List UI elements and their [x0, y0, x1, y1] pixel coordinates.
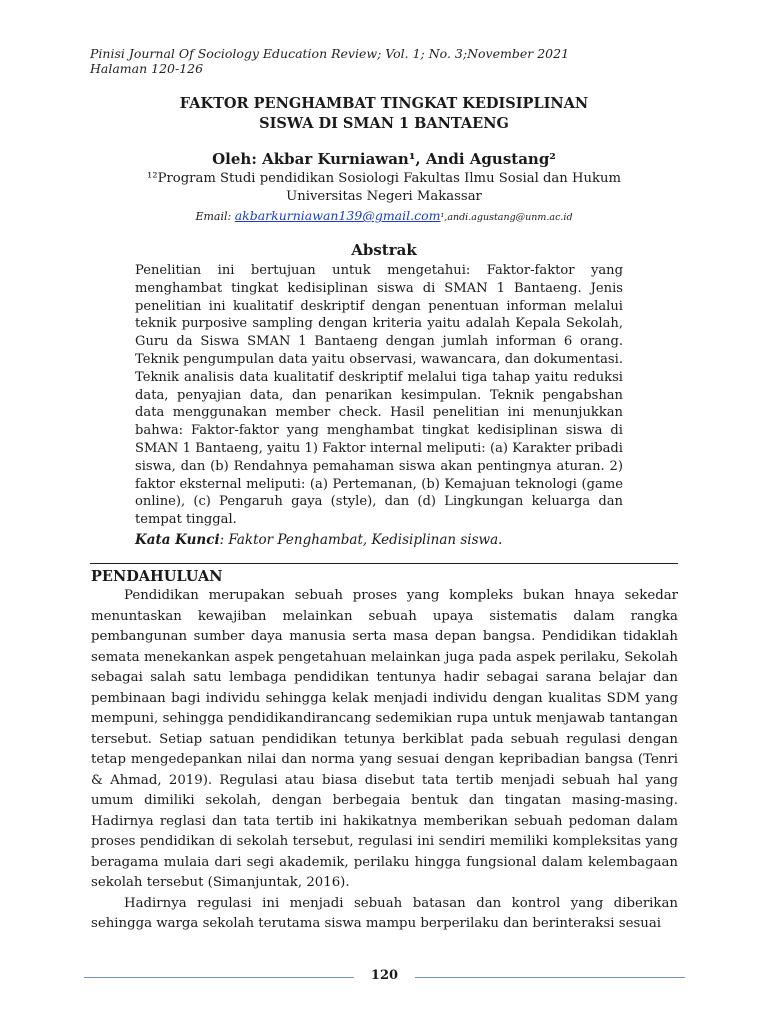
- keywords-value: : Faktor Penghambat, Kedisiplinan siswa.: [219, 532, 503, 548]
- section-heading: PENDAHULUAN: [91, 568, 223, 585]
- body-text: [91, 586, 678, 935]
- email-sup: ¹: [440, 212, 445, 223]
- page-range: Halaman 120-126: [90, 61, 204, 76]
- journal-citation: Pinisi Journal Of Sociology Education Review; Vol. 1; No. 3;November 2021: [90, 46, 570, 61]
- affiliation-line-1: ¹²Program Studi pendidikan Sosiologi Fakultas Ilmu Sosial dan Hukum: [147, 171, 621, 186]
- email-secondary: ,andi.agustang@unm.ac.id: [444, 212, 573, 223]
- abstract-text: Penelitian ini bertujuan untuk mengetahui: Faktor-faktor yang menghambat tingkat kedisiplinan siswa di SMAN 1 Bantaeng. Jenis penelitian ini kualitatif deskriptif dengan penentuan informan melalui teknik purposive sampling dengan kriteria yaitu adalah Kepala Sekolah, Guru da Siswa SMAN 1 Bantaeng dengan jumlah informan 6 orang. Teknik pengumpulan data yaitu observasi, wawancara, dan dokumentasi. Teknik analisis data kualitatif deskriptif melalui tiga tahap yaitu reduksi data, penyajian data, dan penarikan kesimpulan. Teknik pengabshan data menggunakan member check. Hasil penelitian ini menunjukkan bahwa: Faktor-faktor yang menghambat tingkat kedisiplinan siswa di SMAN 1 Bantaeng, yaitu 1) Faktor internal meliputi: (a) Karakter pribadi siswa, dan (b) Rendahnya pemahaman siswa akan pentingnya aturan. 2) faktor eksternal meliputi: (a) Pertemanan, (b) Kemajuan teknologi (game online), (c) Pengaruh gaya (style), dan (d) Lingkungan keluarga dan tempat tinggal.: [135, 263, 623, 528]
- footer-rule-left: [84, 977, 354, 978]
- abstract-heading: Abstrak: [351, 241, 417, 259]
- paragraph-1: Pendidikan merupakan sebuah proses yang kompleks bukan hnaya sekedar menuntaskan kewajiban melainkan sebuah upaya sistematis dalam rangka pembangunan sumber daya manusia serta masa depan bangsa. Pendidikan tidaklah semata menekankan aspek pengetahuan melainkan juga pada aspek perilaku, Sekolah sebagai salah satu lembaga pendidikan tentunya hadir sebagai sarana belajar dan pembinaan bagi individu sehingga kelak menjadi individu dengan kualitas SDM yang mempuni, sehingga pendidikandirancang sedemikian rupa untuk menjawab tantangan tersebut. Setiap satuan pendidikan tetunya berkiblat pada sebuah regulasi dengan tetap mengedepankan nilai dan norma yang sesuai dengan kepribadian bangsa (Tenri & Ahmad, 2019). Regulasi atau biasa disebut tata tertib menjadi sebuah hal yang umum dimiliki sekolah, dengan berbegaia bentuk dan tingatan masing-masing. Hadirnya reglasi dan tata tertib ini hakikatnya memberikan sebuah pedoman dalam proses pendidikan di sekolah tersebut, regulasi ini sendiri memiliki kompleksitas yang beragama mulaia dari segi akademik, perilaku hingga fungsional dalam kelembagaan sekolah tersebut (Simanjuntak, 2016).: [91, 588, 678, 890]
- email-line: [0, 208, 768, 223]
- author-line: Oleh: Akbar Kurniawan¹, Andi Agustang²: [212, 150, 556, 168]
- journal-header: [90, 46, 569, 76]
- keywords: [135, 532, 502, 548]
- page-number: 120: [370, 968, 399, 983]
- section-divider: [90, 563, 678, 564]
- title-line-1: FAKTOR PENGHAMBAT TINGKAT KEDISIPLINAN: [179, 95, 589, 112]
- affiliation: [0, 170, 768, 206]
- affiliation-line-2: Universitas Negeri Makassar: [286, 189, 482, 204]
- email-link-primary[interactable]: akbarkurniawan139@gmail.com: [234, 208, 441, 223]
- title-line-2: SISWA DI SMAN 1 BANTAENG: [259, 115, 509, 132]
- paragraph-2: Hadirnya regulasi ini menjadi sebuah batasan dan kontrol yang diberikan sehingga warga sekolah terutama siswa mampu berperilaku dan berinteraksi sesuai: [91, 895, 678, 931]
- footer-rule-right: [415, 977, 685, 978]
- keywords-label: Kata Kunci: [135, 532, 220, 548]
- paper-title: [0, 94, 768, 134]
- email-label: Email:: [195, 210, 232, 223]
